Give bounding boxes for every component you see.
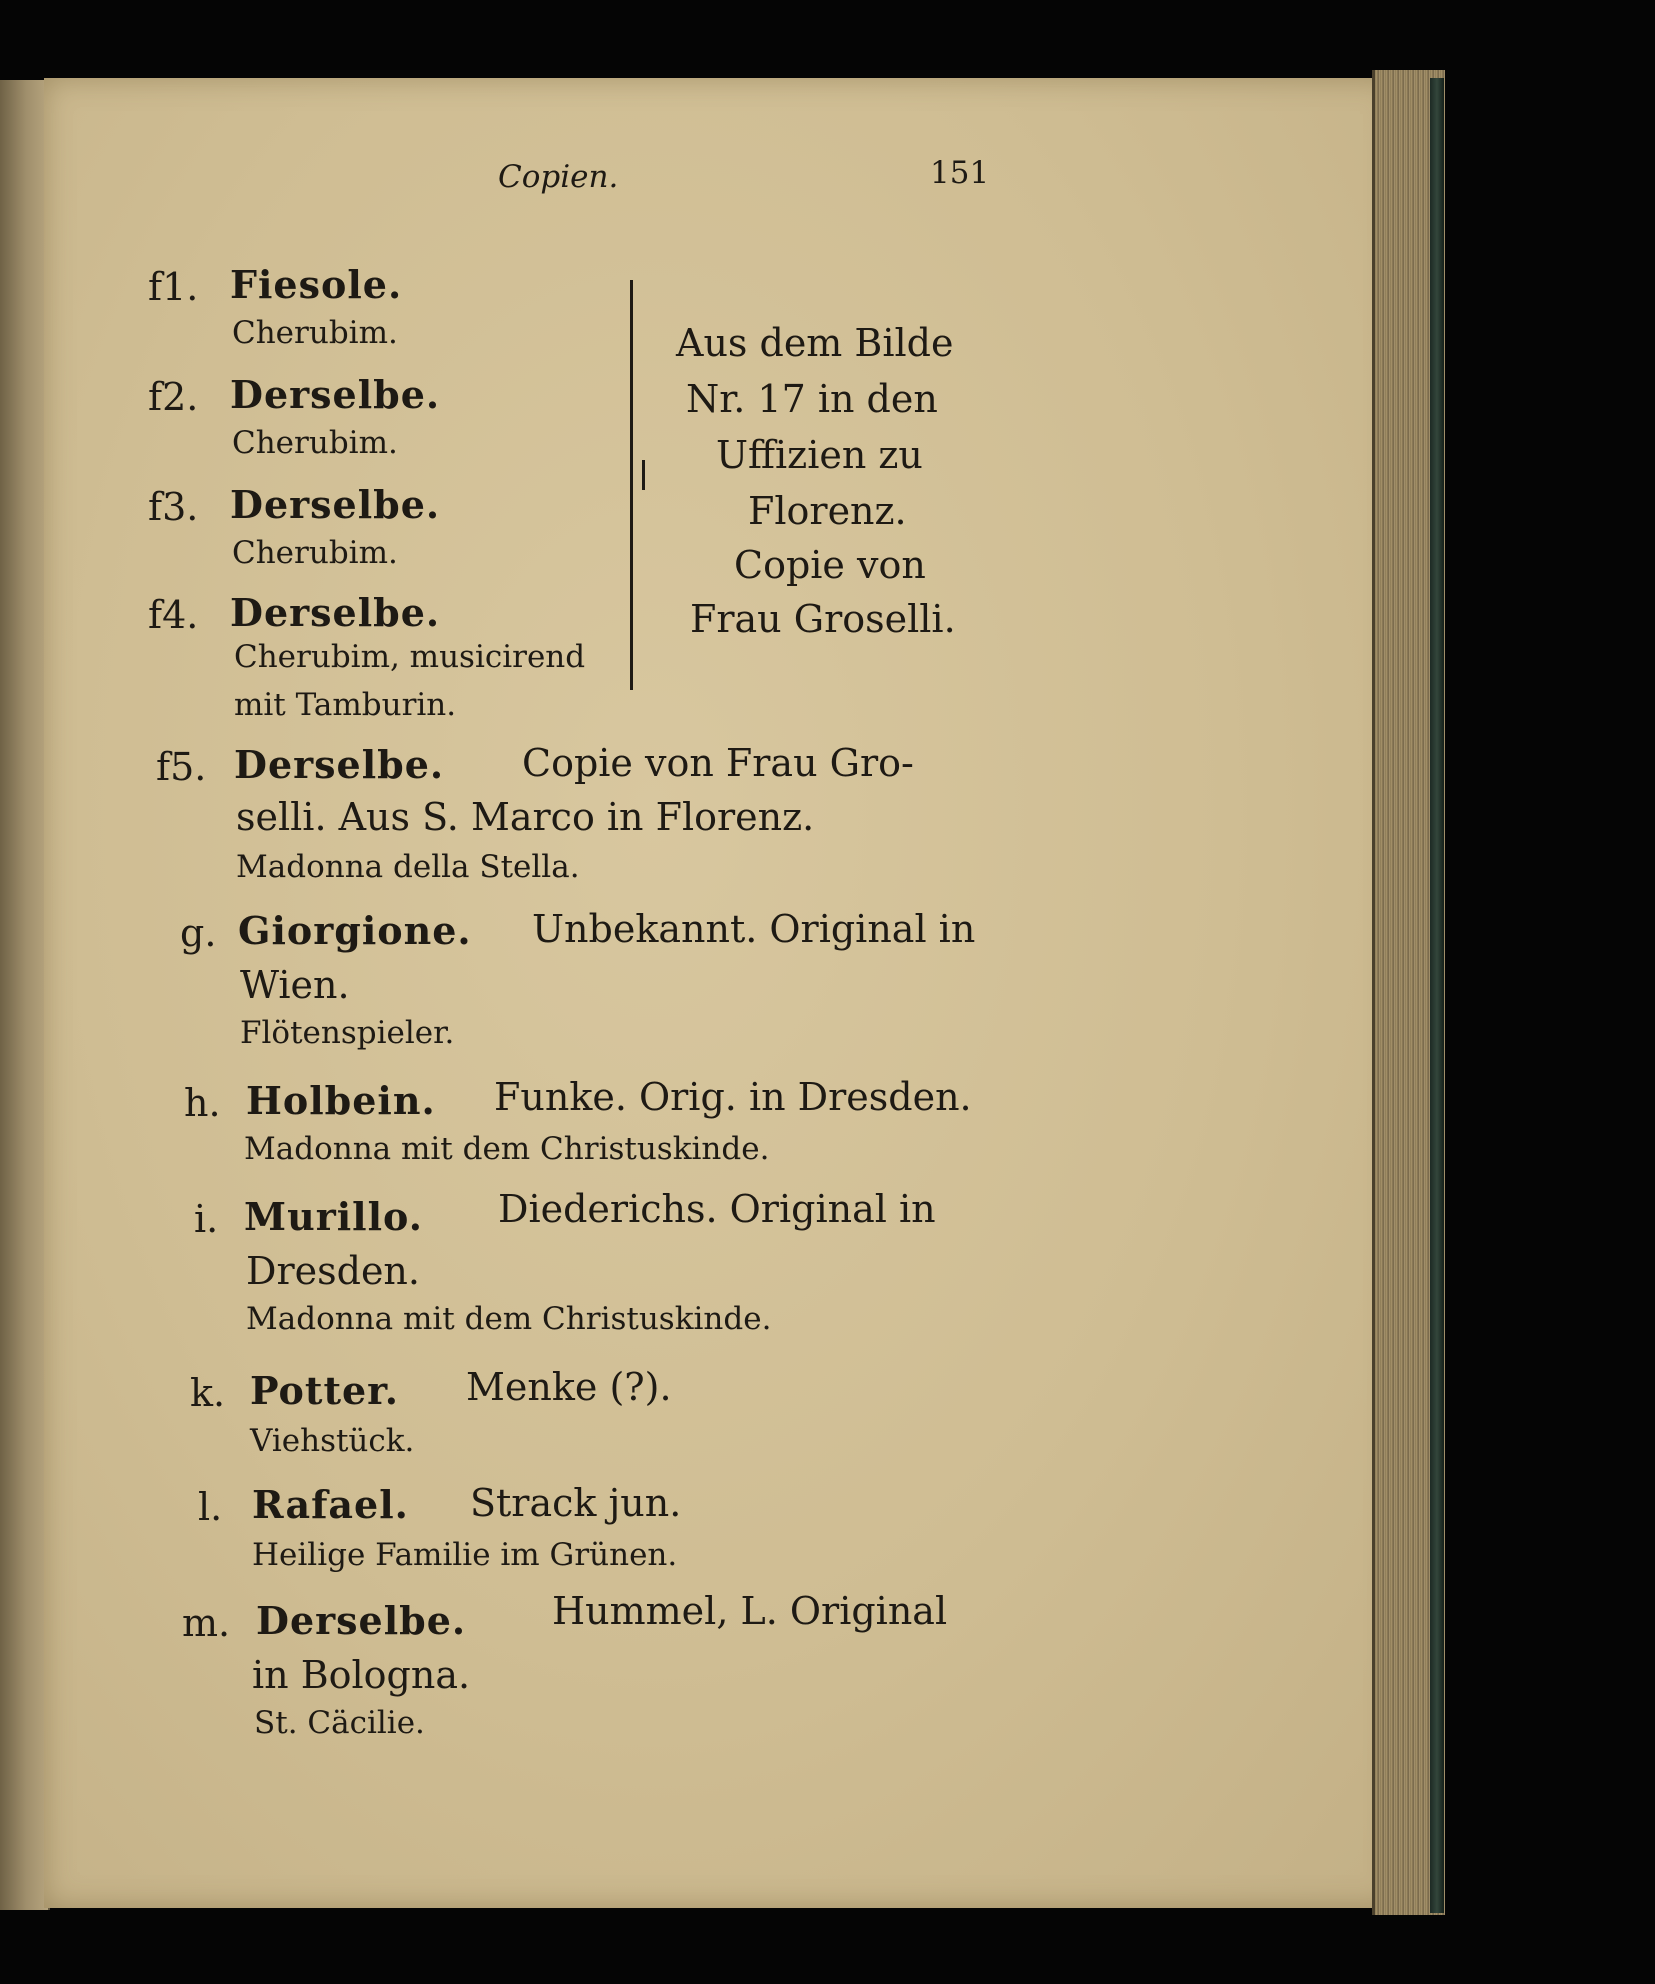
entry-copyist: Hummel, L. Original (552, 1589, 948, 1633)
previous-page-edge (0, 80, 50, 1910)
note-line: Uffizien zu (716, 433, 923, 477)
entry-subject: Madonna della Stella. (236, 849, 580, 885)
entry-copyist: Diederichs. Original in (498, 1187, 936, 1231)
entry-artist: Rafael. (252, 1482, 409, 1527)
entry-subject: Madonna mit dem Christuskinde. (244, 1131, 770, 1167)
entry-subject: St. Cäcilie. (254, 1705, 425, 1741)
entry-subject: Madonna mit dem Christuskinde. (246, 1301, 772, 1337)
entry-subject: Cherubim. (232, 425, 398, 461)
entry-subject: Cherubim. (232, 315, 398, 351)
entry-label: h. (184, 1081, 221, 1125)
entry-label: l. (198, 1485, 223, 1529)
entry-artist: Murillo. (244, 1194, 423, 1239)
entry-subject: Flötenspieler. (240, 1015, 455, 1051)
entry-subject: mit Tamburin. (234, 687, 457, 723)
entry-subject: Viehstück. (250, 1423, 415, 1459)
entry-location: Wien. (240, 963, 350, 1007)
note-line: Aus dem Bilde (676, 321, 954, 365)
entry-label: f3. (148, 485, 199, 529)
grouping-brace-point (632, 460, 645, 490)
entry-label: i. (194, 1197, 219, 1241)
entry-subject: Heilige Familie im Grünen. (252, 1537, 678, 1573)
page-number: 151 (930, 155, 990, 191)
note-line: Nr. 17 in den (686, 377, 938, 421)
note-line: Florenz. (748, 489, 907, 533)
entry-label: f2. (148, 375, 199, 419)
entry-artist: Derselbe. (230, 482, 441, 527)
entry-copyist: Copie von Frau Gro- (522, 741, 914, 785)
entry-copyist: Menke (?). (466, 1365, 672, 1409)
book-binding (1430, 78, 1444, 1913)
entry-location: selli. Aus S. Marco in Florenz. (236, 795, 815, 839)
entry-label: f4. (148, 593, 199, 637)
note-line: Copie von (734, 543, 926, 587)
entry-subject: Cherubim, musicirend (234, 639, 586, 675)
entry-label: g. (180, 911, 217, 955)
entry-location: Dresden. (246, 1249, 420, 1293)
entry-artist: Potter. (250, 1368, 399, 1413)
entry-artist: Holbein. (246, 1078, 436, 1123)
entry-copyist: Funke. Orig. in Dresden. (494, 1075, 972, 1119)
entry-label: m. (182, 1601, 231, 1645)
entry-copyist: Unbekannt. Original in (532, 907, 976, 951)
entry-label: f1. (148, 265, 199, 309)
entry-label: k. (190, 1371, 226, 1415)
entry-artist: Derselbe. (230, 590, 441, 635)
entry-artist: Derselbe. (234, 742, 445, 787)
entry-artist: Fiesole. (230, 262, 403, 307)
entry-location: in Bologna. (252, 1653, 471, 1697)
note-line: Frau Groselli. (690, 597, 956, 641)
entry-copyist: Strack jun. (470, 1481, 682, 1525)
running-head: Copien. (498, 159, 619, 195)
entry-subject: Cherubim. (232, 535, 398, 571)
entry-artist: Derselbe. (230, 372, 441, 417)
entry-label: f5. (156, 745, 207, 789)
entry-artist: Derselbe. (256, 1598, 467, 1643)
entry-artist: Giorgione. (238, 908, 472, 953)
